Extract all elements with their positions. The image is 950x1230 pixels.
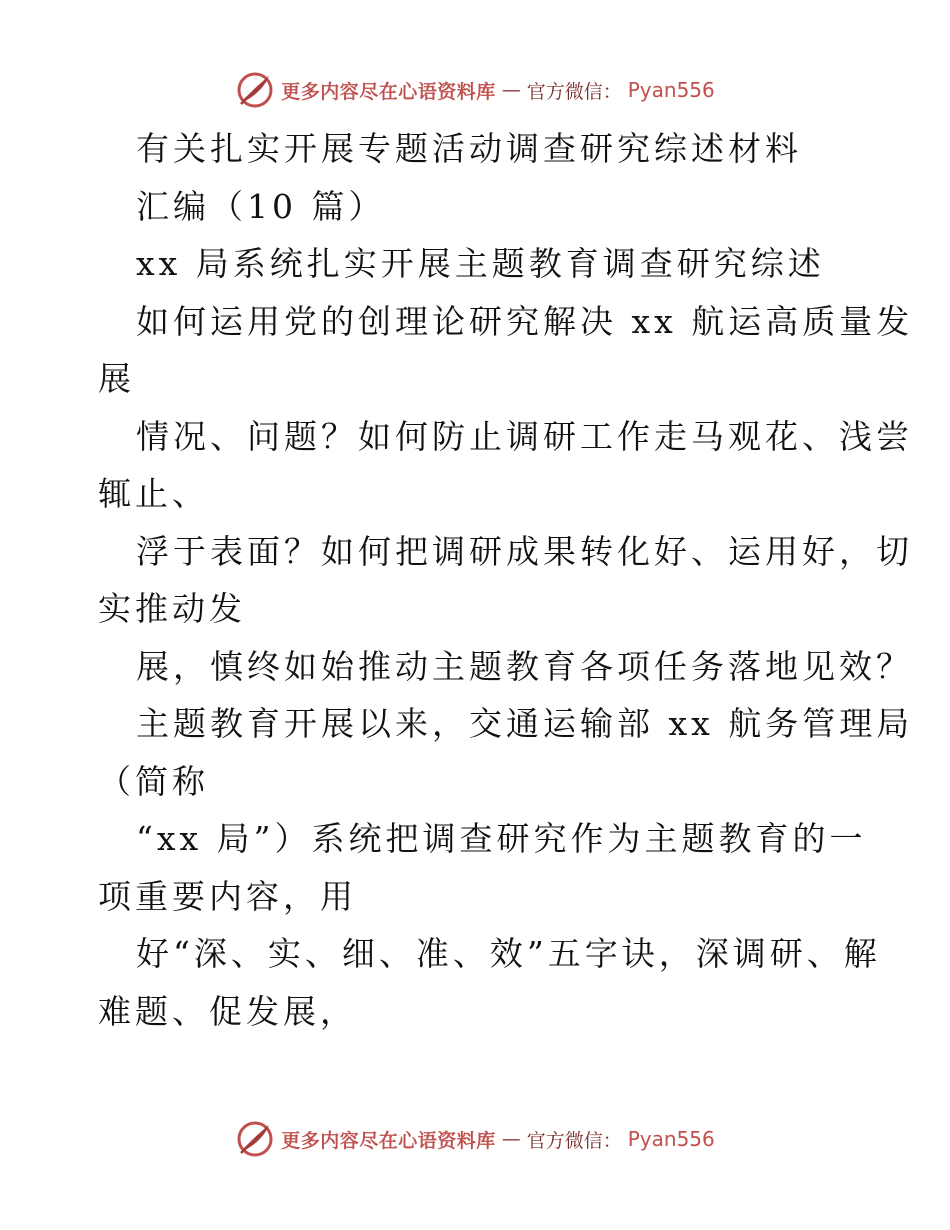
text-line: 辄止、: [98, 474, 209, 513]
watermark-label: 官方微信：: [526, 1129, 622, 1152]
text-line: 如何运用党的创理论研究解决 xx 航运高质量发: [136, 301, 914, 341]
text-line: “xx 局”）系统把调查研究作为主题教育的一: [136, 819, 867, 858]
watermark-separator: —: [501, 1128, 521, 1150]
document-body: [98, 120, 914, 1040]
text-line: 项重要内容，用: [98, 876, 357, 916]
text-line: xx 局系统扎实开展主题教育调查研究综述: [136, 244, 825, 283]
footer-watermark: [0, 1117, 950, 1161]
watermark-brand: 更多内容尽在心语资料库: [281, 80, 496, 103]
watermark-wechat-id: Pyan556: [627, 1127, 715, 1151]
text-line: 浮于表面？如何把调研成果转化好、运用好，切: [136, 531, 913, 571]
text-line: 情况、问题？如何防止调研工作走马观花、浅尝: [136, 416, 913, 456]
text-line: 难题、促发展，: [98, 991, 357, 1031]
text-line: （简称: [98, 761, 209, 801]
watermark-brand: 更多内容尽在心语资料库: [281, 1129, 496, 1152]
watermark-wechat-id: Pyan556: [627, 78, 715, 102]
text-line: 主题教育开展以来，交通运输部 xx 航务管理局: [136, 704, 914, 743]
text-line: 展: [98, 359, 135, 398]
quill-pen-circle-icon: [235, 70, 275, 110]
text-line: 有关扎实开展专题活动调查研究综述材料: [136, 129, 802, 168]
text-line: 好“深、实、细、准、效”五字诀，深调研、解: [136, 934, 881, 973]
text-line: 展，慎终如始推动主题教育各项任务落地见效？: [136, 646, 913, 686]
text-line: 汇编（10 篇）: [136, 186, 386, 226]
watermark-separator: —: [501, 79, 521, 101]
watermark-label: 官方微信：: [526, 80, 622, 103]
text-line: 实推动发: [98, 589, 246, 628]
header-watermark: [0, 68, 950, 112]
quill-pen-circle-icon: [235, 1119, 275, 1159]
